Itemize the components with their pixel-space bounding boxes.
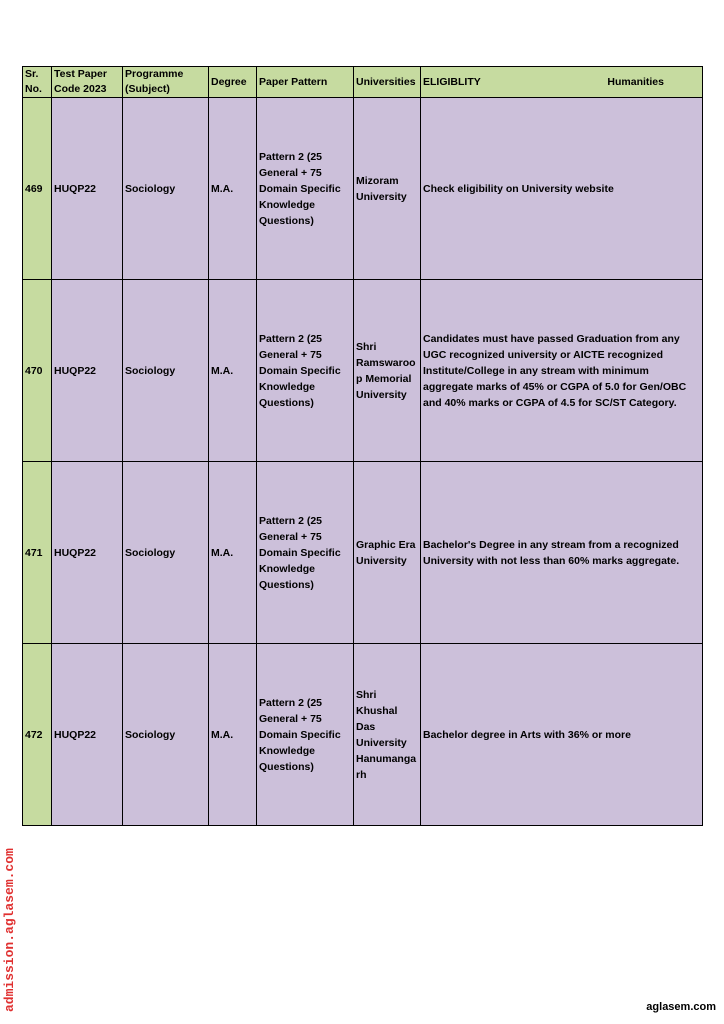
header-programme: Programme (Subject): [123, 67, 209, 98]
cell-degree: M.A.: [209, 98, 257, 280]
header-eligibility-label: ELIGIBLITY: [423, 75, 481, 88]
cell-test-paper-code: HUQP22: [52, 98, 123, 280]
side-watermark: admission.aglasem.com: [2, 848, 17, 1012]
header-paper-pattern: Paper Pattern: [257, 67, 354, 98]
header-eligibility: [421, 67, 703, 98]
table-row: [23, 462, 703, 644]
cell-test-paper-code: HUQP22: [52, 280, 123, 462]
header-test-paper-code: Test Paper Code 2023: [52, 67, 123, 98]
cell-eligibility: Candidates must have passed Graduation from any UGC recognized university or AICTE recognized Institute/College in any stream with minimum aggregate marks of 45% or CGPA of 5.0 for Gen/OBC and 40% marks or CGPA of 4.5 for SC/ST Category.: [421, 280, 703, 462]
cell-programme: Sociology: [123, 462, 209, 644]
cell-university: Graphic Era University: [354, 462, 421, 644]
cell-university: Mizoram University: [354, 98, 421, 280]
cell-programme: Sociology: [123, 644, 209, 826]
cell-degree: M.A.: [209, 280, 257, 462]
header-universities: Universities: [354, 67, 421, 98]
table-row: [23, 644, 703, 826]
footer-watermark: aglasem.com: [646, 1001, 716, 1013]
header-degree: Degree: [209, 67, 257, 98]
eligibility-table: [22, 66, 703, 826]
header-category-label: Humanities: [607, 75, 664, 88]
cell-programme: Sociology: [123, 280, 209, 462]
cell-university: Shri Khushal Das University Hanumangarh: [354, 644, 421, 826]
cell-paper-pattern: Pattern 2 (25 General + 75 Domain Specific Knowledge Questions): [257, 644, 354, 826]
cell-sr-no: 472: [23, 644, 52, 826]
table-row: [23, 98, 703, 280]
header-sr-no: Sr. No.: [23, 67, 52, 98]
cell-programme: Sociology: [123, 98, 209, 280]
cell-degree: M.A.: [209, 644, 257, 826]
cell-university: Shri Ramswaroop Memorial University: [354, 280, 421, 462]
cell-paper-pattern: Pattern 2 (25 General + 75 Domain Specific Knowledge Questions): [257, 280, 354, 462]
cell-degree: M.A.: [209, 462, 257, 644]
cell-eligibility: Bachelor degree in Arts with 36% or more: [421, 644, 703, 826]
table-row: [23, 280, 703, 462]
header-row: [23, 67, 703, 98]
cell-sr-no: 471: [23, 462, 52, 644]
cell-sr-no: 469: [23, 98, 52, 280]
cell-sr-no: 470: [23, 280, 52, 462]
cell-test-paper-code: HUQP22: [52, 644, 123, 826]
cell-paper-pattern: Pattern 2 (25 General + 75 Domain Specific Knowledge Questions): [257, 462, 354, 644]
cell-paper-pattern: Pattern 2 (25 General + 75 Domain Specific Knowledge Questions): [257, 98, 354, 280]
cell-eligibility: Check eligibility on University website: [421, 98, 703, 280]
cell-eligibility: Bachelor's Degree in any stream from a recognized University with not less than 60% marks aggregate.: [421, 462, 703, 644]
cell-test-paper-code: HUQP22: [52, 462, 123, 644]
